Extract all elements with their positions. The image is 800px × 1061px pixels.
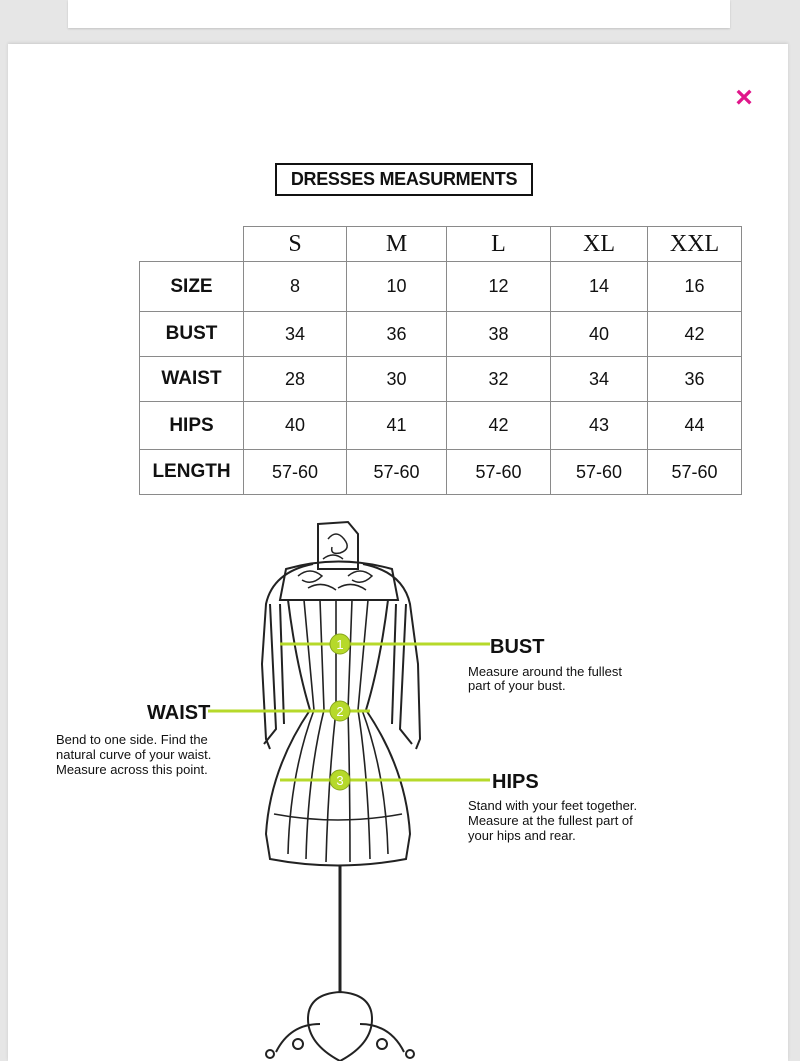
row-label: WAIST: [140, 357, 244, 402]
waist-instruction-line: natural curve of your waist.: [56, 747, 212, 762]
size-table: [139, 226, 742, 495]
table-cell: 40: [244, 402, 347, 450]
row-label: HIPS: [140, 402, 244, 450]
hips-instruction-line: Stand with your feet together.: [468, 798, 638, 813]
table-row: [140, 450, 742, 495]
table-row: [140, 357, 742, 402]
table-cell: 42: [447, 402, 551, 450]
table-corner: [140, 227, 244, 262]
background-card: [68, 0, 730, 28]
table-cell: 38: [447, 312, 551, 357]
table-cell: 14: [551, 262, 648, 312]
dress-form-diagram: [8, 514, 788, 1061]
table-cell: 57-60: [347, 450, 447, 495]
table-cell: 32: [447, 357, 551, 402]
hips-instruction-line: Measure at the fullest part of: [468, 813, 633, 828]
waist-measurement: [56, 701, 370, 777]
column-header: XL: [551, 227, 648, 262]
table-cell: 12: [447, 262, 551, 312]
table-cell: 57-60: [551, 450, 648, 495]
dress-form-illustration: [262, 522, 420, 1061]
waist-instruction-line: Measure across this point.: [56, 762, 208, 777]
bust-instruction-line: part of your bust.: [468, 678, 566, 693]
row-label: BUST: [140, 312, 244, 357]
table-row: [140, 402, 742, 450]
table-cell: 10: [347, 262, 447, 312]
table-row: [140, 312, 742, 357]
hips-marker-number: 3: [336, 773, 344, 788]
bust-measurement: [280, 634, 622, 693]
table-cell: 41: [347, 402, 447, 450]
column-header: S: [244, 227, 347, 262]
hips-instruction-line: your hips and rear.: [468, 828, 576, 843]
table-cell: 8: [244, 262, 347, 312]
close-icon[interactable]: ×: [735, 81, 753, 114]
column-header: M: [347, 227, 447, 262]
waist-title: WAIST: [147, 702, 211, 724]
bust-title: BUST: [490, 636, 545, 658]
table-cell: 57-60: [648, 450, 742, 495]
table-cell: 36: [347, 312, 447, 357]
table-row: [140, 262, 742, 312]
table-header-row: [140, 227, 742, 262]
table-cell: 16: [648, 262, 742, 312]
row-label: LENGTH: [140, 450, 244, 495]
table-cell: 30: [347, 357, 447, 402]
bust-marker-number: 1: [336, 637, 344, 652]
table-cell: 57-60: [244, 450, 347, 495]
table-cell: 57-60: [447, 450, 551, 495]
table-cell: 44: [648, 402, 742, 450]
table-cell: 34: [551, 357, 648, 402]
row-label: SIZE: [140, 262, 244, 312]
chart-title: DRESSES MEASURMENTS: [275, 163, 533, 196]
table-cell: 34: [244, 312, 347, 357]
table-cell: 28: [244, 357, 347, 402]
table-cell: 43: [551, 402, 648, 450]
table-cell: 40: [551, 312, 648, 357]
hips-measurement: [280, 770, 637, 843]
waist-instruction-line: Bend to one side. Find the: [56, 732, 208, 747]
waist-marker-number: 2: [336, 704, 344, 719]
size-chart-modal: [8, 44, 788, 1061]
column-header: L: [447, 227, 551, 262]
bust-instruction-line: Measure around the fullest: [468, 664, 622, 679]
column-header: XXL: [648, 227, 742, 262]
table-cell: 36: [648, 357, 742, 402]
table-cell: 42: [648, 312, 742, 357]
hips-title: HIPS: [492, 771, 539, 793]
